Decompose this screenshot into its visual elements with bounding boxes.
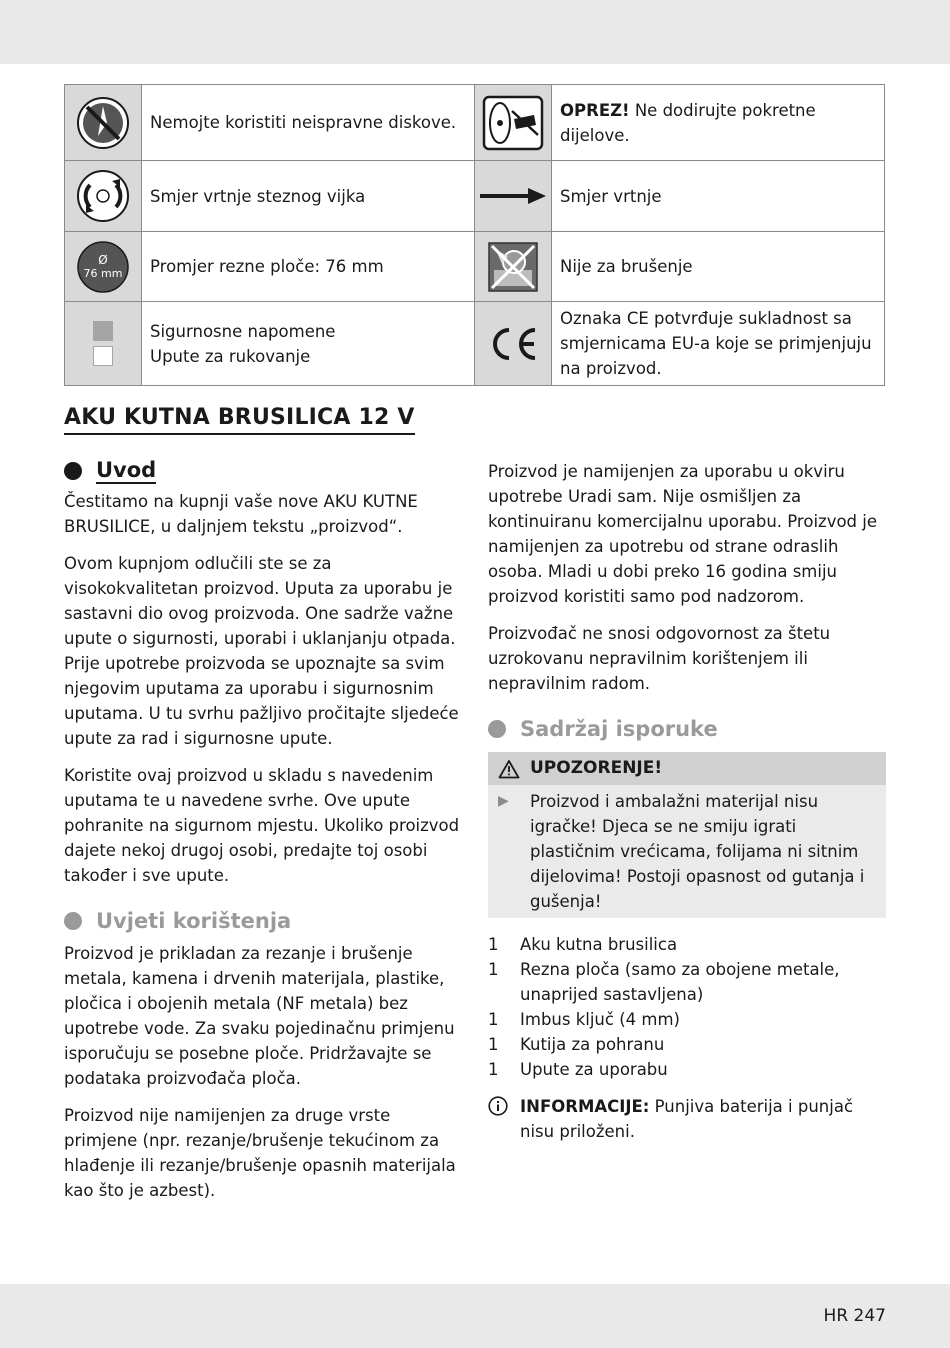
symbol-description: Smjer vrtnje (552, 161, 885, 232)
list-item (488, 1032, 886, 1057)
section-heading-delivery (488, 714, 886, 744)
delivery-list (488, 932, 886, 1082)
handling-notice-square (93, 346, 113, 366)
symbol-description: Oznaka CE potvrđuje sukladnost sa smjernicama EU-a koje se primjenjuju na proizvod. (552, 302, 885, 386)
symbol-cell (475, 302, 552, 386)
item-qty: 1 (488, 1010, 499, 1029)
right-column (488, 459, 886, 1144)
disc-diameter-symbol: Ø (98, 252, 108, 267)
warning-text: Proizvod i ambalažni materijal nisu igračke! Djeca se ne smiju igrati plastičnim vrećicama, folijama ni sitnim dijelovima! Postoji opasnost od gutanja i gušenja! (530, 792, 865, 911)
item-text: Imbus ključ (4 mm) (520, 1010, 680, 1029)
symbol-cell (65, 302, 142, 386)
item-qty: 1 (488, 1035, 499, 1054)
item-text: Kutija za pohranu (520, 1035, 665, 1054)
no-damaged-disc-icon (76, 96, 130, 150)
info-label: INFORMACIJE: (520, 1097, 650, 1116)
symbol-cell (65, 161, 142, 232)
item-qty: 1 (488, 1060, 499, 1079)
symbol-description (142, 302, 475, 386)
warning-title: UPOZORENJE! (530, 758, 663, 778)
symbol-description: Nemojte koristiti neispravne diskove. (142, 85, 475, 161)
symbol-cell (475, 232, 552, 302)
symbol-table (64, 84, 885, 386)
top-band (0, 0, 950, 64)
info-note (488, 1094, 886, 1144)
intro-heading: Uvod (96, 458, 157, 482)
page-title: AKU KUTNA BRUSILICA 12 V (64, 404, 415, 435)
caution-label: OPREZ! (560, 100, 630, 120)
item-qty: 1 (488, 960, 499, 979)
caution-text: Ne dodirujte pokretne dijelove. (560, 100, 816, 145)
warning-body (488, 785, 886, 918)
paragraph: Proizvođač ne snosi odgovornost za štetu uzrokovanu nepravilnim korištenjem ili nepravilnim radom. (488, 624, 831, 693)
page-number: HR 247 (823, 1306, 886, 1326)
symbol-cell (65, 232, 142, 302)
bullet-dot-icon (64, 462, 82, 480)
symbol-row (65, 302, 885, 386)
symbol-row (65, 232, 885, 302)
bullet-dot-icon (64, 912, 82, 930)
item-text: Rezna ploča (samo za obojene metale, unaprijed sastavljena) (520, 960, 840, 1004)
warning-header (488, 752, 886, 785)
list-item (488, 957, 886, 1007)
bottom-band (0, 1284, 950, 1348)
bullet-dot-icon (488, 720, 506, 738)
symbol-description: Nije za brušenje (552, 232, 885, 302)
disc-diameter-value: 76 mm (83, 266, 123, 280)
section-heading-intro (64, 458, 464, 484)
symbol-cell (475, 161, 552, 232)
notice-squares-icon (65, 321, 141, 366)
play-bullet-icon: ▶ (498, 793, 509, 809)
paragraph: Ovom kupnjom odlučili ste se za visokokvalitetan proizvod. Uputa za uporabu je sastavni dio ovog proizvoda. One sadrže važne upute o sigurnosti, uporabi i uklanjanju otpada. Prije upotrebe proizvoda se upoznajte sa svim njegovim uputama za uporabu i sigurnosnim uputama. U tu svrhu pažljivo pročitajte sljedeće upute za rad i sigurnosne upute. (64, 554, 459, 748)
symbol-description: Promjer rezne ploče: 76 mm (142, 232, 475, 302)
delivery-heading: Sadržaj isporuke (520, 717, 718, 741)
item-text: Upute za uporabu (520, 1060, 668, 1079)
list-item (488, 932, 886, 957)
symbol-row (65, 161, 885, 232)
rotation-arrow-icon (478, 186, 548, 206)
list-item (488, 1007, 886, 1032)
symbol-cell (65, 85, 142, 161)
ce-mark-icon (487, 324, 539, 364)
paragraph: Čestitamo na kupnji vaše nove AKU KUTNE BRUSILICE, u daljnjem tekstu „proizvod“. (64, 492, 418, 536)
info-text: Punjiva baterija i punjač nisu priloženi. (520, 1097, 854, 1141)
paragraph: Proizvod je prikladan za rezanje i brušenje metala, kamena i drvenih materijala, plastike, pločica i obojenih metala (NF metala) bez upotrebe vode. Za svaku pojedinačnu primjenu isporučuju se posebne ploče. Pridržavajte se podataka proizvođača ploča. (64, 944, 455, 1088)
safety-notice-square (93, 321, 113, 341)
warning-triangle-icon (498, 759, 520, 779)
item-text: Aku kutna brusilica (520, 935, 678, 954)
info-text-wrap (520, 1094, 886, 1144)
info-icon-wrap (488, 1094, 520, 1144)
list-item (488, 1057, 886, 1082)
item-qty: 1 (488, 935, 499, 954)
paragraph: Koristite ovaj proizvod u skladu s navedenim uputama te u navedene svrhe. Ove upute pohranite na sigurnom mjestu. Ukoliko proizvod dajete nekoj drugoj osobi, predajte toj osobi također i sve upute. (64, 766, 460, 885)
info-icon (488, 1096, 508, 1116)
left-column (64, 458, 464, 1215)
paragraph: Proizvod nije namijenjen za druge vrste primjene (npr. rezanje/brušenje tekućinom za hlađenje ili rezanje/brušenje opasnih materijala kao što je azbest). (64, 1106, 456, 1200)
usage-heading: Uvjeti korištenja (96, 909, 292, 933)
handling-notes-label: Upute za rukovanje (150, 346, 311, 366)
paragraph: Proizvod je namijenjen za uporabu u okviru upotrebe Uradi sam. Nije osmišljen za kontinuiranu komercijalnu uporabu. Proizvod je namijenjen za upotrebu od strane odraslih osoba. Mladi u dobi preko 16 godina smiju proizvod koristiti samo pod nadzorom. (488, 462, 878, 606)
moving-parts-warning-icon (482, 95, 544, 151)
safety-notes-label: Sigurnosne napomene (150, 321, 336, 341)
symbol-row (65, 85, 885, 161)
symbol-description (552, 85, 885, 161)
disc-diameter-icon (76, 240, 130, 294)
symbol-cell (475, 85, 552, 161)
section-heading-usage (64, 906, 464, 936)
symbol-description: Smjer vrtnje steznog vijka (142, 161, 475, 232)
no-grinding-icon (488, 242, 538, 292)
warning-box (488, 752, 886, 918)
clamping-screw-rotation-icon (76, 169, 130, 223)
